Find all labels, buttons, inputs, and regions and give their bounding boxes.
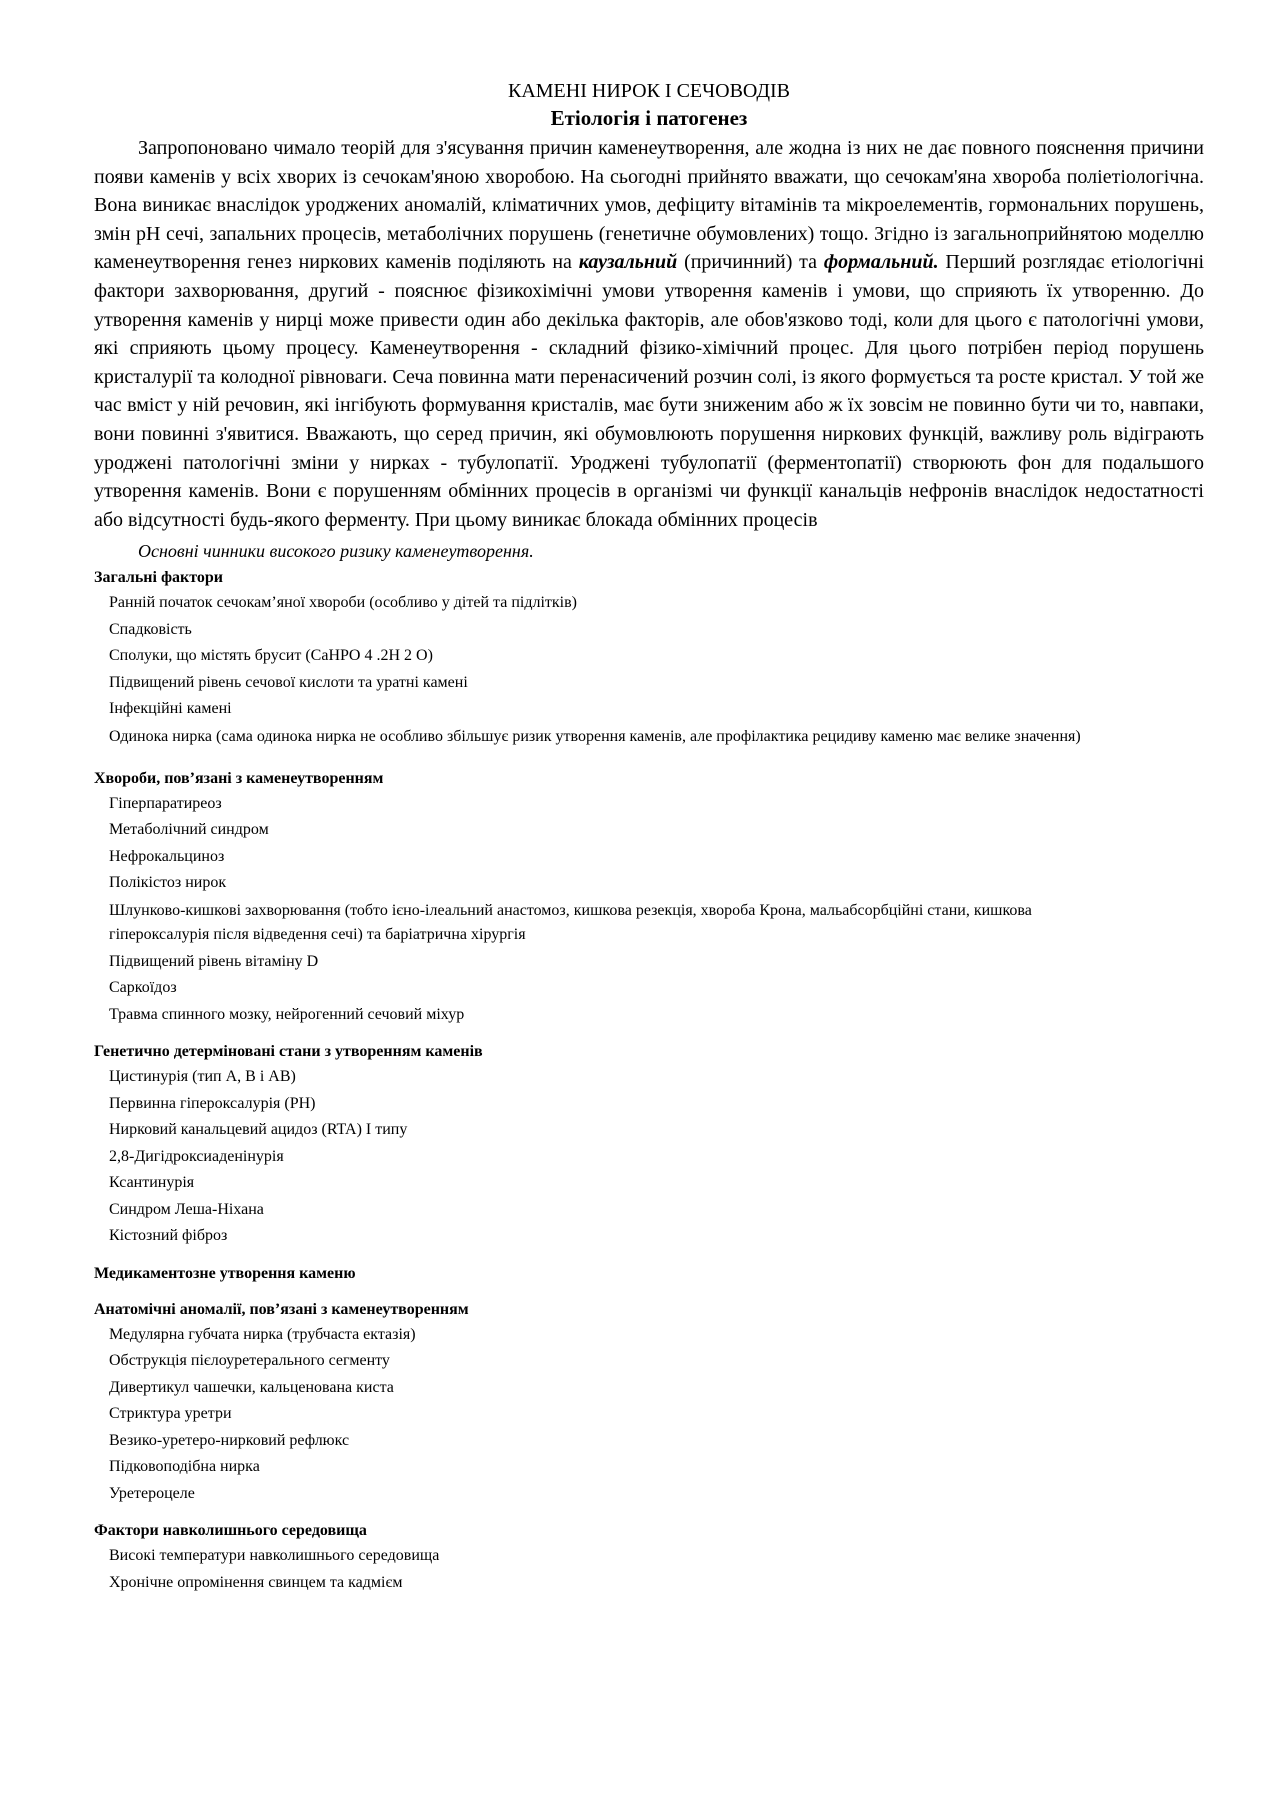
section-environmental-factors: [94, 1519, 1204, 1596]
list-item: Травма спинного мозку, нейрогенний сечовий міхур: [109, 1005, 465, 1023]
list-item: Підвищений рівень вітаміну D: [109, 952, 319, 970]
factors-heading: Основні чинники високого ризику каменеутворення.: [138, 541, 534, 562]
list-item: Сполуки, що містять брусит (CaHPO 4 .2H 2 O): [109, 647, 433, 665]
list-item: Ранній початок сечокам’яної хвороби (особливо у дітей та підлітків): [109, 594, 577, 612]
section-drug-induced: [94, 1262, 1204, 1286]
list-item: Шлунково-кишкові захворювання (тобто ієно-ілеальний анастомоз, кишкова резекція, хвороба Крона, мальабсорбційні стани, кишкова гіпероксалурія після відведення сечі) та баріатрична хірургія: [109, 901, 1032, 943]
list-item: Одинока нирка (сама одинока нирка не особливо збільшує ризик утворення каменів, але профілактика рецидиву каменю має велике значення): [109, 727, 1081, 745]
intro-paragraph: [94, 134, 1204, 534]
list-item: Саркоїдоз: [109, 979, 177, 997]
term-formal: формальний.: [823, 251, 939, 274]
section-list: [94, 1322, 1204, 1508]
list-item: 2,8-Дигідроксиаденінурія: [109, 1147, 284, 1165]
list-item: Полікістоз нирок: [109, 874, 227, 892]
list-item: Дивертикул чашечки, кальценована киста: [109, 1378, 394, 1396]
section-genetic-conditions: [94, 1040, 1204, 1250]
section-subtitle: Етіологія і патогенез: [550, 106, 748, 130]
list-item: Спадковість: [109, 620, 192, 638]
term-causal: каузальний: [578, 251, 678, 274]
list-item: Первинна гіпероксалурія (PH): [109, 1094, 316, 1112]
intro-text: Запропоновано чимало теорій для з'ясування причин каменеутворення, але жодна із них не дає повного пояснення причини появи каменів у всіх хворих із сечокам'яною хворобою. На сьогодні прийнято вважати, що сечокам'яна хвороба поліетіологічна. Вона виникає внаслідок уроджених аномалій, кліматичних умов, дефіциту вітамінів та мікроелементів, гормональних порушень, змін pH сечі, запальних процесів, метаболічних порушень (генетичне обумовлених) тощо. Згідно із загальноприйнятою моделлю каменеутворення генез ниркових каменів поділяють на: [94, 137, 1204, 274]
intro-text: (причинний) та: [677, 251, 824, 274]
document-title: КАМЕНІ НИРОК І СЕЧОВОДІВ: [507, 80, 790, 102]
section-title: Загальні фактори: [94, 569, 224, 587]
list-item: Уретероцеле: [109, 1484, 195, 1502]
list-item: Цистинурія (тип А, В і АВ): [109, 1068, 296, 1086]
section-related-diseases: [94, 767, 1204, 1029]
intro-text: Перший розглядає етіологічні фактори захворювання, другий - пояснює фізикохімічні умови утворення каменів і умови, що сприяють їх утворенню. До утворення каменів у нирці може привести один або декілька факторів, але обов'язково тоді, коли для цього є патологічні умови, які сприяють цьому процесу. Каменеутворення - складний фізико-хімічний процес. Для цього потрібен період порушень кристалурії та колодної рівноваги. Сеча повинна мати перенасичений розчин солі, із якого формується та росте кристал. У той же час вміст у ній речовин, які інгібують формування кристалів, має бути зниженим або ж їх зовсім не повинно бути чи то, навпаки, вони повинні з'явитися. Вважають, що серед причин, які обумовлюють порушення ниркових функцій, важливу роль відіграють уроджені патологічні зміни у нирках - тубулопатії. Уроджені тубулопатії (ферментопатії) створюють фон для подальшого утворення каменів. Вони є порушенням обмінних процесів в організмі чи функції канальців нефронів внаслідок недостатності або відсутності будь-якого ферменту. При цьому виникає блокада обмінних процесів: [94, 251, 1205, 531]
list-item: Обструкція пієлоуретерального сегменту: [109, 1352, 390, 1370]
list-item: Гіперпаратиреоз: [109, 794, 222, 812]
section-list: [94, 791, 1204, 1029]
list-item: Високі температури навколишнього середовища: [109, 1547, 440, 1565]
list-item: Ксантинурія: [109, 1174, 195, 1192]
section-list: [94, 1064, 1204, 1250]
list-item: Підвищений рівень сечової кислоти та уратні камені: [109, 673, 468, 691]
list-item: Інфекційні камені: [109, 700, 232, 718]
list-item: Медулярна губчата нирка (трубчаста ектазія): [109, 1325, 416, 1343]
section-title: Медикаментозне утворення каменю: [94, 1264, 356, 1282]
section-title: Генетично детерміновані стани з утворенням каменів: [94, 1043, 483, 1061]
list-item: Підковоподібна нирка: [109, 1458, 260, 1476]
list-item: Кістозний фіброз: [109, 1227, 228, 1245]
list-item: Нефрокальциноз: [109, 847, 225, 865]
section-list: [94, 1543, 1204, 1596]
list-item: Стриктура уретри: [109, 1405, 232, 1423]
section-title: Анатомічні аномалії, пов’язані з каменеутворенням: [94, 1300, 469, 1318]
list-item: Нирковий канальцевий ацидоз (RTA) I типу: [109, 1121, 408, 1139]
section-title: Хвороби, пов’язані з каменеутворенням: [94, 769, 384, 787]
list-item: Хронічне опромінення свинцем та кадмієм: [109, 1573, 403, 1591]
section-list: [94, 590, 1204, 751]
list-item: Везико-уретеро-нирковий рефлюкс: [109, 1431, 350, 1449]
section-title: Фактори навколишнього середовища: [94, 1522, 367, 1540]
section-general-factors: [94, 566, 1204, 751]
list-item: Синдром Леша-Ніхана: [109, 1200, 264, 1218]
list-item: Метаболічний синдром: [109, 821, 269, 839]
section-anatomic-anomalies: [94, 1298, 1204, 1508]
